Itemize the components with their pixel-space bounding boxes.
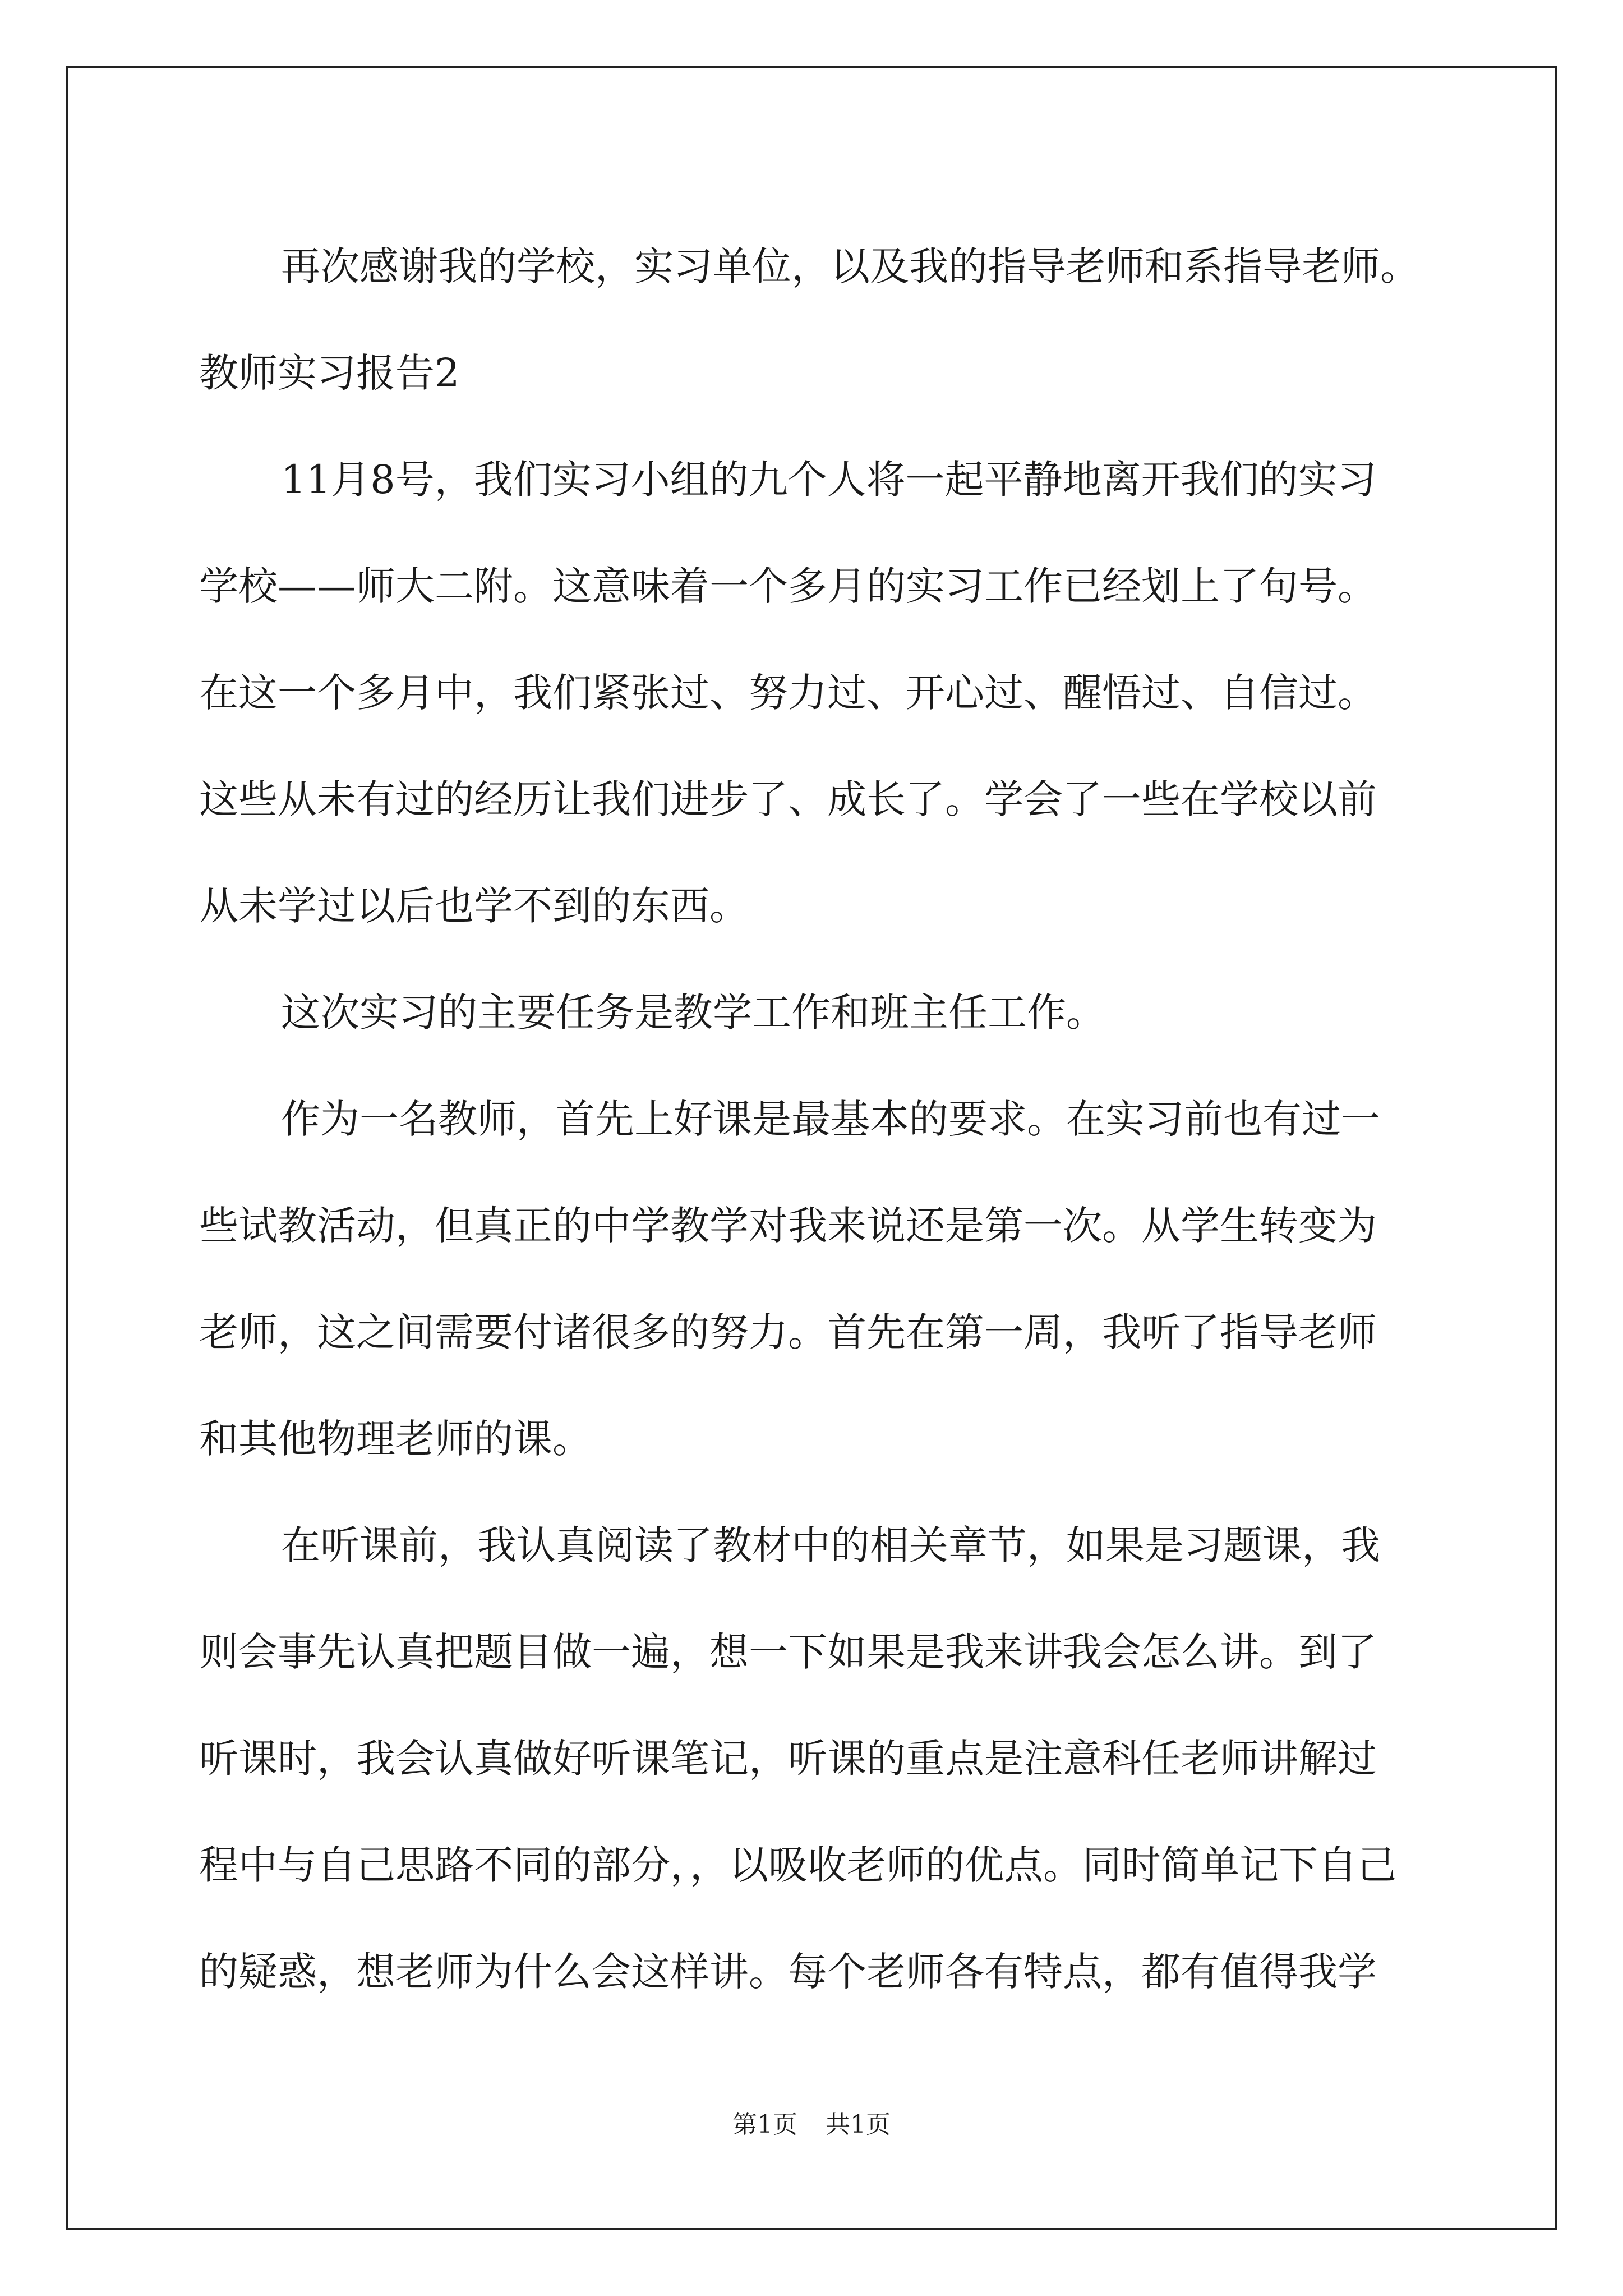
text-line: 则会事先认真把题目做一遍，想一下如果是我来讲我会怎么讲。到了 [199, 1629, 1377, 1675]
page-total: 共1页 [826, 2110, 891, 2139]
text-line: 的疑惑，想老师为什么会这样讲。每个老师各有特点，都有值得我学 [199, 1949, 1377, 1995]
text-line: 这次实习的主要任务是教学工作和班主任工作。 [281, 990, 1105, 1036]
text-line: 和其他物理老师的课。 [199, 1416, 592, 1462]
text-line: 学校——师大二附。这意味着一个多月的实习工作已经划上了句号。 [199, 563, 1377, 609]
page-footer [0, 2108, 1623, 2142]
text-line: 在这一个多月中，我们紧张过、努力过、开心过、醒悟过、自信过。 [199, 670, 1377, 716]
text-line: 从未学过以后也学不到的东西。 [199, 883, 749, 929]
section-heading: 教师实习报告2 [199, 350, 460, 396]
page-number: 第1页 [732, 2110, 797, 2139]
document-body [199, 213, 1427, 2025]
text-line: 听课时，我会认真做好听课笔记，听课的重点是注意科任老师讲解过 [199, 1736, 1377, 1782]
text-line: 程中与自己思路不同的部分，，以吸收老师的优点。同时简单记下自己 [199, 1842, 1396, 1888]
text-line: 些试教活动，但真正的中学教学对我来说还是第一次。从学生转变为 [199, 1203, 1377, 1249]
text-line: 11月8号，我们实习小组的九个人将一起平静地离开我们的实习 [281, 457, 1377, 503]
text-line: 这些从未有过的经历让我们进步了、成长了。学会了一些在学校以前 [199, 776, 1377, 822]
text-line: 在听课前，我认真阅读了教材中的相关章节，如果是习题课，我 [281, 1522, 1380, 1568]
text-line: 作为一名教师，首先上好课是最基本的要求。在实习前也有过一 [281, 1096, 1380, 1142]
text-line: 再次感谢我的学校，实习单位，以及我的指导老师和系指导老师。 [281, 243, 1419, 289]
text-line: 老师，这之间需要付诸很多的努力。首先在第一周，我听了指导老师 [199, 1309, 1377, 1355]
